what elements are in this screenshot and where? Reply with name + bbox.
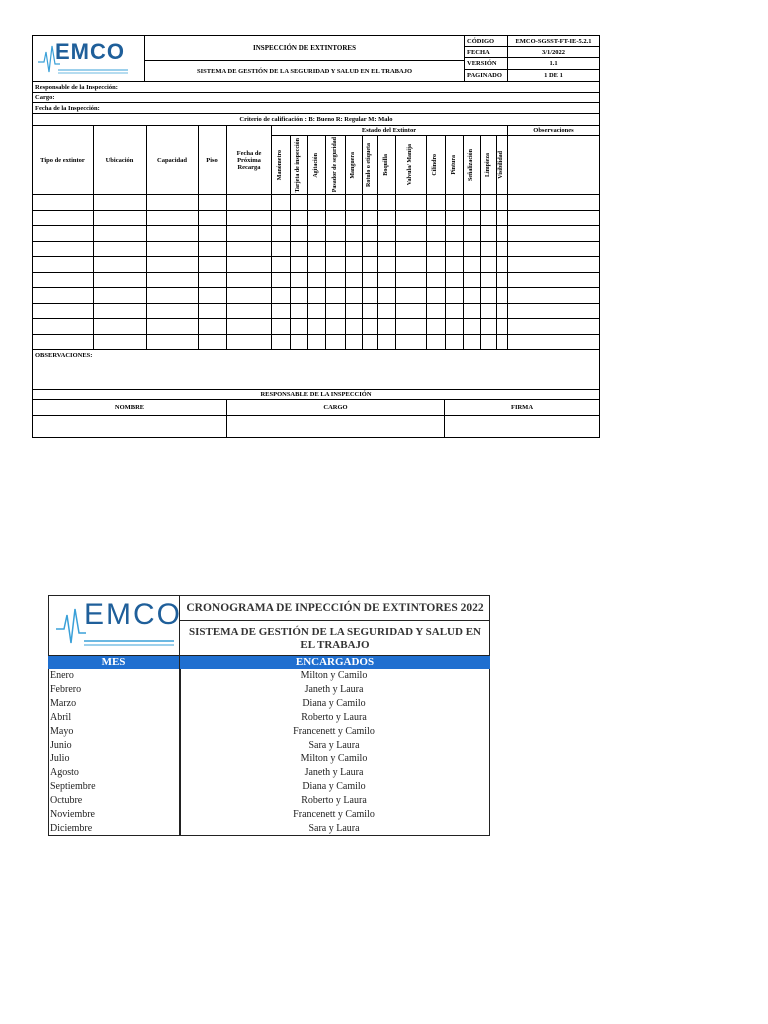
grid-hline	[32, 334, 600, 335]
firma-field[interactable]	[444, 415, 600, 438]
meta-label-version: VERSIÓN	[464, 57, 508, 70]
grid-hline	[32, 241, 600, 242]
grid-vline	[93, 125, 94, 350]
col-ubicacion: Ubicación	[105, 156, 134, 164]
form-logo-cell	[32, 35, 145, 82]
mes-cell: Abril	[50, 711, 72, 723]
criterio-calificacion: Criterio de calificación : B: Bueno R: Regular M: Malo	[32, 113, 600, 126]
encargados-cell: Francenett y Camilo	[293, 725, 375, 737]
estado-col-1	[290, 136, 307, 194]
estado-col-label: Agitación	[312, 152, 319, 178]
grid-hline	[32, 287, 600, 288]
meta-value-version: 1.1	[507, 57, 600, 70]
estado-col-8	[426, 136, 445, 194]
cargo-header: CARGO	[226, 399, 445, 416]
estado-col-label: Boquilla	[382, 154, 389, 176]
mes-cell: Diciembre	[50, 822, 93, 834]
cronograma-row	[48, 822, 489, 836]
encargados-cell: Sara y Laura	[308, 739, 360, 751]
encargados-cell: Francenett y Camilo	[293, 809, 375, 820]
responsable-field[interactable]: Responsable de la Inspección:	[32, 81, 600, 93]
estado-col-4	[345, 136, 362, 194]
estado-col-label: Limpieza	[484, 153, 491, 177]
cronograma-separator	[179, 669, 181, 836]
col-piso: Piso	[206, 156, 218, 164]
mes-cell: Mayo	[50, 725, 74, 737]
col-mes: MES	[48, 655, 180, 669]
encargados-cell: Roberto y Laura	[301, 795, 367, 807]
form-subtitle: SISTEMA DE GESTIÓN DE LA SEGURIDAD Y SALUD EN EL TRABAJO	[144, 60, 465, 82]
form-logo-text: EMCO	[55, 39, 125, 64]
meta-label-codigo: CÓDIGO	[464, 35, 508, 47]
meta-value-fecha: 3/1/2022	[507, 46, 600, 58]
estado-col-label: Tarjeta de inspección	[295, 137, 302, 193]
estado-col-11	[480, 136, 496, 194]
cronograma-row	[48, 794, 489, 808]
encargados-cell: Janeth y Laura	[304, 683, 364, 695]
estado-col-10	[463, 136, 480, 194]
cronograma-row	[48, 739, 489, 753]
grid-vline	[146, 125, 147, 350]
observaciones-box[interactable]	[32, 349, 600, 390]
encargados-cell: Janeth y Laura	[304, 767, 364, 779]
estado-col-9	[445, 136, 463, 194]
estado-col-6	[377, 136, 395, 194]
cronograma-logo-cell	[48, 595, 180, 655]
cronograma-row	[48, 725, 489, 739]
cronograma-row	[48, 808, 489, 822]
encargados-cell: Milton y Camilo	[300, 753, 368, 765]
mes-cell: Junio	[50, 739, 72, 751]
cargo-signature-field[interactable]	[226, 415, 445, 438]
form-title: INSPECCIÓN DE EXTINTORES	[144, 35, 465, 61]
estado-col-5	[362, 136, 377, 194]
observaciones-label: OBSERVACIONES:	[35, 351, 93, 359]
encargados-cell: Diana y Camilo	[302, 697, 366, 709]
estado-col-0	[271, 136, 290, 194]
mes-cell: Noviembre	[50, 809, 95, 820]
estado-col-label: Valvula/ Manija	[407, 144, 414, 186]
cronograma-row	[48, 697, 489, 711]
grid-hline	[32, 256, 600, 257]
mes-cell: Julio	[50, 753, 70, 765]
cronograma-logo-text: EMCO	[84, 598, 182, 631]
col-fecha-recarga: Fecha de Próxima Recarga	[236, 149, 262, 171]
grid-vline	[198, 125, 199, 350]
cronograma-row	[48, 669, 489, 683]
observaciones-header: Observaciones	[507, 125, 600, 136]
firma-header: FIRMA	[444, 399, 600, 416]
fecha-inspeccion-field[interactable]: Fecha de la Inspección:	[32, 102, 600, 114]
meta-value-codigo: EMCO-SGSST-FT-IE-5.2.1	[507, 35, 600, 47]
estado-col-label: Manguera	[350, 151, 357, 179]
encargados-cell: Roberto y Laura	[301, 711, 367, 723]
cronograma-row	[48, 683, 489, 697]
mes-cell: Enero	[50, 670, 74, 681]
estado-col-3	[325, 136, 345, 194]
grid-hline	[32, 303, 600, 304]
estado-col-label: Pasador de seguridad	[331, 137, 338, 193]
responsable-inspeccion-header: RESPONSABLE DE LA INSPECCIÓN	[32, 389, 600, 400]
mes-cell: Septiembre	[50, 781, 96, 793]
col-encargados: ENCARGADOS	[295, 656, 375, 668]
estado-col-label: Visibilidad	[498, 151, 505, 179]
grid-hline	[32, 210, 600, 211]
cronograma-row	[48, 752, 489, 766]
estado-col-label: Rotulo o etiqueta	[366, 143, 373, 187]
cronograma-subtitle: SISTEMA DE GESTIÓN DE LA SEGURIDAD Y SALUD EN EL TRABAJO	[189, 625, 481, 651]
cronograma-title: CRONOGRAMA DE INPECCIÓN DE EXTINTORES 2022	[180, 595, 490, 621]
encargados-cell: Milton y Camilo	[300, 670, 368, 681]
estado-col-label: Pintura	[450, 155, 457, 175]
meta-label-fecha: FECHA	[464, 46, 508, 58]
grid-hline	[32, 225, 600, 226]
mes-cell: Agosto	[50, 767, 79, 779]
mes-cell: Octubre	[50, 795, 83, 807]
cronograma-row	[48, 766, 489, 780]
estado-col-label: Cilindro	[432, 154, 439, 176]
col-tipo-extintor: Tipo de extintor	[40, 156, 85, 164]
nombre-field[interactable]	[32, 415, 227, 438]
encargados-cell: Diana y Camilo	[302, 781, 366, 793]
mes-cell: Marzo	[50, 697, 77, 709]
cronograma-row	[48, 780, 489, 794]
meta-label-paginado: PAGINADO	[464, 69, 508, 82]
estado-col-7	[395, 136, 426, 194]
estado-col-label: Manómetro	[277, 149, 284, 181]
estado-col-2	[307, 136, 325, 194]
col-capacidad: Capacidad	[157, 156, 187, 164]
grid-vline	[271, 125, 272, 350]
mes-cell: Febrero	[50, 683, 82, 695]
grid-hline	[32, 272, 600, 273]
meta-value-paginado: 1 DE 1	[507, 69, 600, 82]
estado-col-label: Señalización	[468, 148, 475, 181]
nombre-header: NOMBRE	[32, 399, 227, 416]
grid-vline	[507, 125, 508, 350]
cargo-field[interactable]: Cargo:	[32, 92, 600, 103]
grid-vline	[226, 125, 227, 350]
estado-extintor-header: Estado del Extintor	[271, 125, 507, 136]
encargados-cell: Sara y Laura	[308, 822, 360, 834]
estado-col-12	[496, 136, 507, 194]
grid-hline	[32, 318, 600, 319]
cronograma-row	[48, 711, 489, 725]
